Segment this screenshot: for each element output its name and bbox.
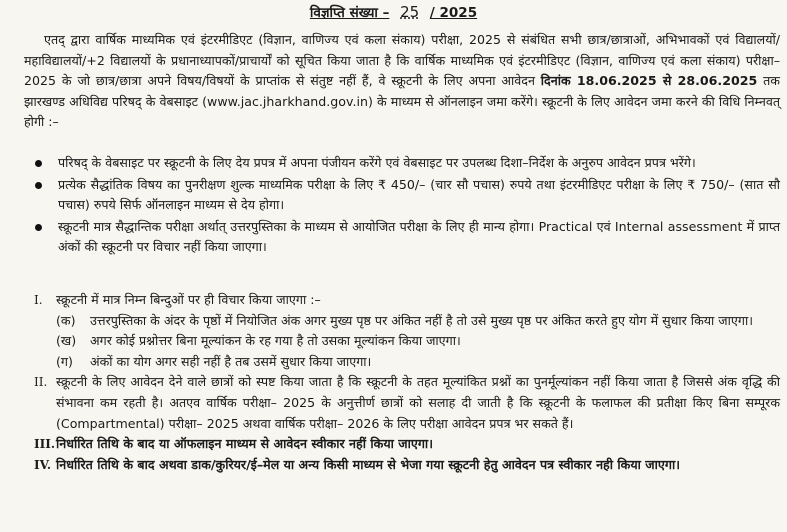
- roman-text: निर्धारित तिथि के बाद या ऑफलाइन माध्यम से आवेदन स्वीकार नहीं किया जाएगा।: [56, 436, 433, 452]
- roman-text: निर्धारित तिथि के बाद अथवा डाक/कुरियर/ई–मेल या अन्य किसी माध्यम से भेजा गया स्क्रूटनी हेतु आवेदन पत्र स्वीकार नही किया जाएगा।: [56, 456, 680, 472]
- sub-item-ga: [56, 352, 780, 373]
- sub-key: (ग): [56, 353, 73, 369]
- bullet-item: [24, 175, 780, 216]
- sub-key: (ख): [56, 333, 77, 349]
- bullet-item: [24, 217, 780, 258]
- intro-date-range: दिनांक 18.06.2025 से 28.06.2025: [540, 73, 758, 89]
- roman-item-iv: [24, 455, 780, 476]
- bullet-text: परिषद् के वेबसाइट पर स्क्रूटनी के लिए देय प्रपत्र में अपना पंजीयन करेंगे एवं वेबसाइट पर उपलब्ध दिशा–निर्देश के अनुरुप आवेदन प्रपत्र भरेंगे।: [58, 155, 696, 170]
- sub-key: (क): [56, 312, 76, 328]
- notice-title: [0, 2, 787, 24]
- roman-item-i: [24, 290, 780, 311]
- bullet-dot-icon: [35, 182, 42, 189]
- bullet-item: [24, 153, 780, 174]
- bullet-text: स्क्रूटनी मात्र सैद्धान्तिक परीक्षा अर्थात् उत्तरपुस्तिका के माध्यम से आयोजित परीक्षा के लिए ही मान्य होगा। Practical एवं Internal assessment में प्राप्त अंकों की स्क्रूटनी पर विचार नहीं किया जाएगा।: [58, 218, 780, 255]
- sub-item-ka: [56, 311, 780, 332]
- intro-text-before: एतद् द्वारा वार्षिक माध्यमिक एवं इंटरमीडिएट (विज्ञान, वाणिज्य एवं कला संकाय) परीक्षा, 2025 से संबंधित सभी छात्र/छात्राओं, अभिभावकों एवं विद्यालयों/महाविद्यालयों/+2 विद्यालयों के प्रधानाध्यापकों/प्राचार्यों को सूचित किया जाता है कि वार्षिक माध्यमिक एवं इंटरमीडिएट (विज्ञान, वाणिज्य एवं कला संकाय) परीक्षा– 2025 के जो छात्र/छात्रा अपने विषय/विषयों के प्राप्तांक से संतुष्ट नहीं हैं, वे स्क्रूटनी के लिए अपना आवेदन: [24, 32, 780, 89]
- roman-text: स्क्रूटनी के लिए आवेदन देने वाले छात्रों को स्पष्ट किया जाता है कि स्क्रूटनी के तहत मूल्यांकित प्रश्नों का पुनर्मूल्यांकन नहीं किया जाता है जिससे अंक वृद्धि की संभावना कम रहती है। अतएव वार्षिक परीक्षा– 2025 के अनुत्तीर्ण छात्रों को सलाह दी जाती है कि स्क्रूटनी के फलाफल की प्रतीक्षा किए बिना सम्पूरक (Compartmental) परीक्षा– 2025 अथवा वार्षिक परीक्षा– 2026 के लिए परीक्षा आवेदन प्रपत्र भर सकते हैं।: [56, 374, 780, 431]
- roman-text: स्क्रूटनी में मात्र निम्न बिन्दुओं पर ही विचार किया जाएगा :–: [56, 292, 321, 307]
- sub-text: उत्तरपुस्तिका के अंदर के पृष्ठों में नियोजित अंक अगर मुख्य पृष्ठ पर अंकित नहीं है तो उसे मुख्य पृष्ठ पर अंकित करते हुए योग में सुधार किया जाएगा।: [90, 312, 754, 328]
- notice-number: 25: [400, 3, 420, 21]
- roman-item-iii: [24, 434, 780, 455]
- intro-paragraph: [24, 30, 780, 133]
- notice-year: / 2025: [429, 5, 478, 21]
- bullet-dot-icon: [35, 224, 42, 231]
- bullet-text: प्रत्येक सैद्धांतिक विषय का पुनरीक्षण शुल्क माध्यमिक परीक्षा के लिए ₹ 450/– (चार सौ पचास) रुपये तथा इंटरमीडिएट परीक्षा के लिए ₹ 750/– (सात सौ पचास) रुपये सिर्फ ऑनलाइन माध्यम से देय होगा।: [58, 176, 780, 213]
- sub-text: अंकों का योग अगर सही नहीं है तब उसमें सुधार किया जाएगा।: [90, 353, 372, 369]
- intro-text-after: तक झारखण्ड अधिविद्य परिषद् के वेबसाइट (www.jac.jharkhand.gov.in) के माध्यम से ऑनलाइन जमा करेंगे। स्क्रूटनी के लिए आवेदन जमा करने की विधि निम्नवत् होगी :–: [24, 73, 780, 130]
- roman-numeral: III.: [34, 437, 56, 452]
- bullet-dot-icon: [35, 160, 42, 167]
- roman-numeral: IV.: [34, 457, 52, 472]
- sub-text: अगर कोई प्रश्नोत्तर बिना मूल्यांकन के रह गया है तो उसका मूल्यांकन किया जाएगा।: [90, 333, 461, 349]
- roman-numeral: II.: [34, 375, 48, 390]
- roman-list: [24, 290, 780, 475]
- sub-item-kha: [56, 331, 780, 352]
- notice-label: विज्ञप्ति संख्या –: [309, 5, 390, 21]
- bullet-list: [24, 153, 780, 259]
- roman-item-ii: [24, 372, 780, 434]
- roman-numeral: I.: [34, 293, 43, 307]
